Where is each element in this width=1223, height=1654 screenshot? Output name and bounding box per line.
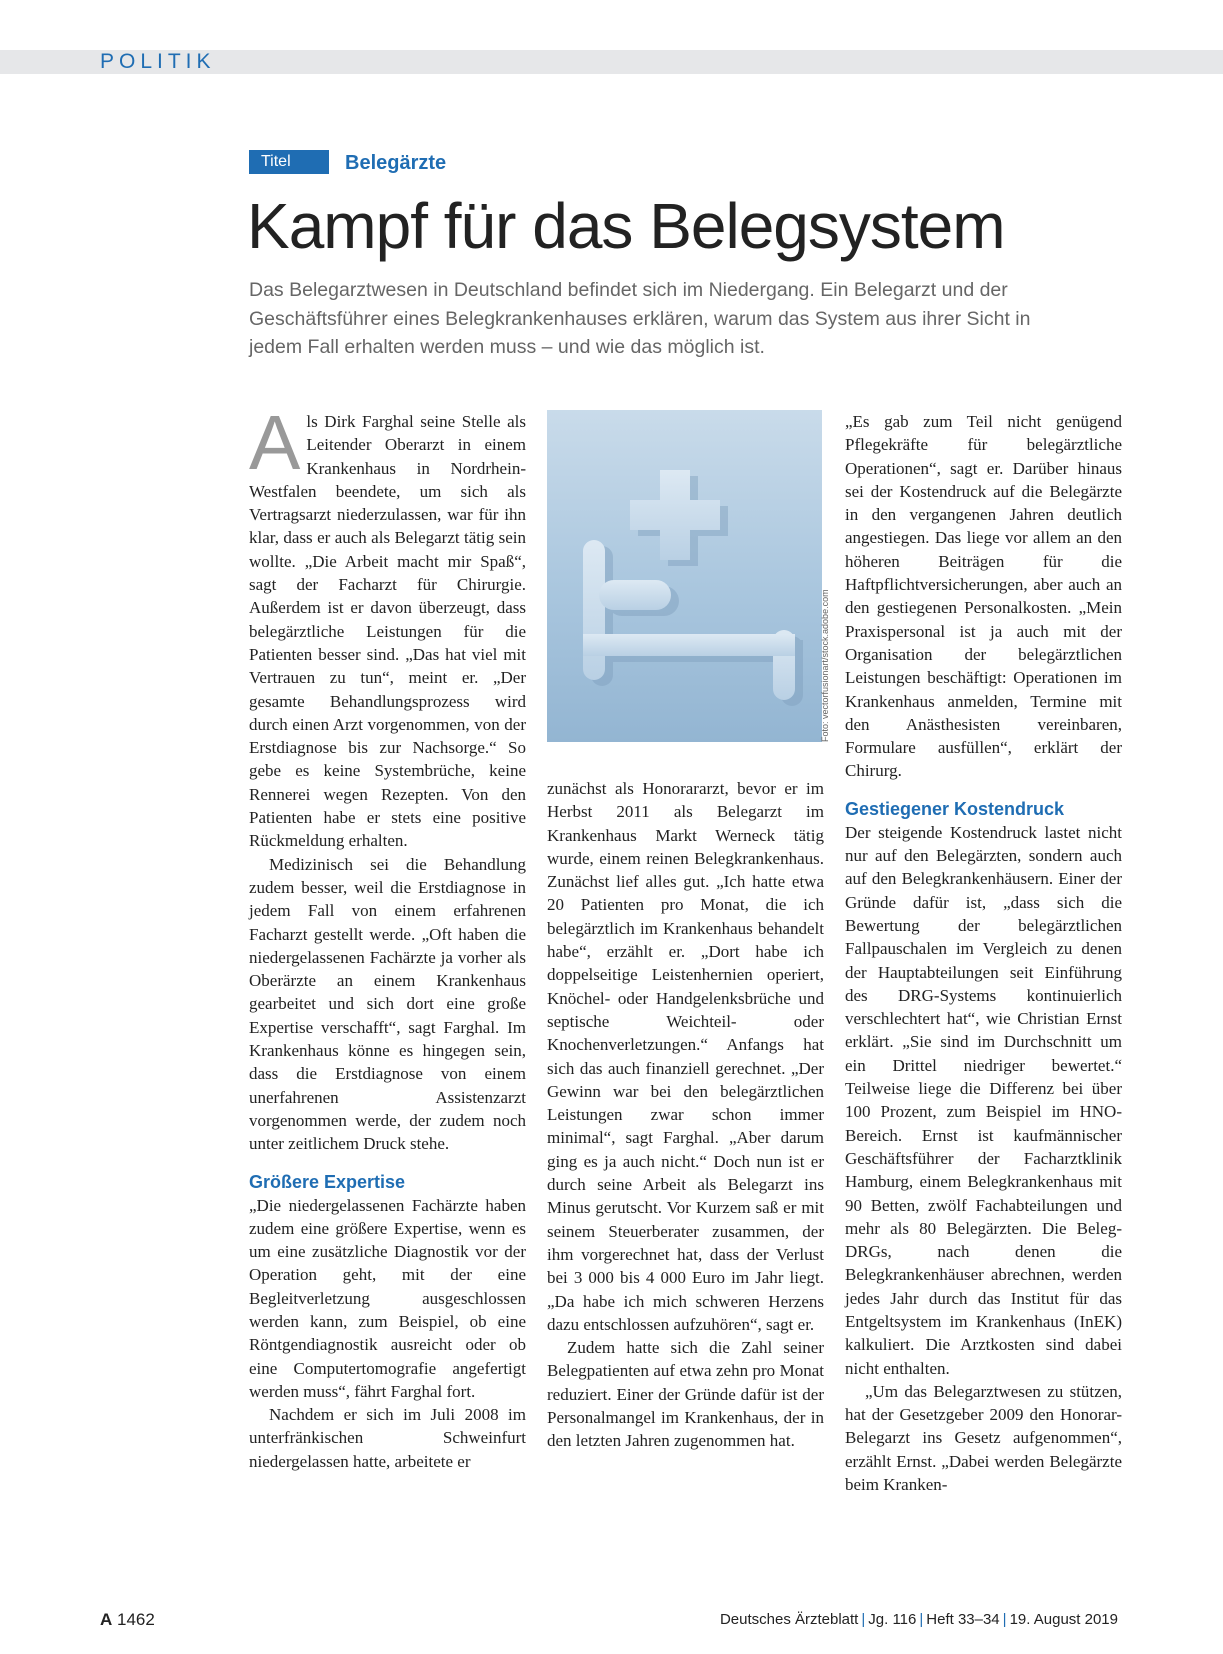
paragraph: Nachdem er sich im Juli 2008 im unterfränkischen Schweinfurt niedergelassen hatte, arbeitete er (249, 1405, 526, 1471)
kicker-topic: Belegärzte (345, 152, 447, 174)
journal-info: Deutsches Ärzteblatt | Jg. 116 | Heft 33–34 | 19. August 2019 (719, 1611, 1118, 1628)
journal-issue: Heft 33–34 (926, 1611, 1000, 1628)
drop-cap: A (249, 400, 301, 486)
paragraph: „Die niedergelassenen Fachärzte haben zudem eine größere Expertise, wenn es um eine zusätzliche Diagnostik vor der Operation geht, mit der eine Begleitverletzung ausgeschlossen werden kann, zum Beispiel, ob eine Röntgendiagnostik ausreicht oder ob eine Computertomografie angefertigt werden muss“, fährt Farghal fort. (249, 1195, 526, 1401)
paragraph: Medizinisch sei die Behandlung zudem besser, weil die Erstdiagnose in jedem Fall von einem erfahrenen Facharzt gestellt werde. „Oft haben die niedergelassenen Fachärzte ja vorher als Oberärzte an einem Krankenhaus gearbeitet und sich dort eine große Expertise verschafft“, sagt Farghal. Im Krankenhaus könne es hingegen sein, dass die Erstdiagnose von einem unerfahrenen Assistenzarzt vorgenommen werde, der zudem noch unter zeitlichem Druck stehe. (249, 854, 526, 1154)
paragraph: Zudem hatte sich die Zahl seiner Belegpatienten auf etwa zehn pro Monat reduziert. Einer der Gründe dafür ist der Personalmangel im Krankenhaus, der in den letzten Jahren zugenommen hat. (547, 1338, 824, 1451)
paragraph: Der steigende Kostendruck lastet nicht nur auf den Belegärzten, sondern auch auf den Belegkrankenhäusern. Einer der Gründe dafür ist, „dass sich die Bewertung der belegärztlichen Fallpauschalen im Vergleich zu denen der Hauptabteilungen seit Einführung des DRG-Systems kontinuierlich verschlechtert hat“, wie Christian Ernst erklärt. „Sie sind im Durchschnitt um ein Drittel niedriger bewertet.“ Teilweise liege die Differenz bei über 100 Prozent, zum Beispiel im HNO-Bereich. Ernst ist kaufmännischer Geschäftsführer der Facharztklinik Hamburg, einem Belegkrankenhaus mit 90 Betten, zwölf Fachabteilungen und mehr als 80 Belegärzten. Die Beleg-DRGs, nach denen die Belegkrankenhäuser abrechnen, werden jedes Jahr durch das Institut für das Entgeltsystem im Krankenhaus (InEK) kalkuliert. Die Arztkosten sind dabei nicht enthalten. (845, 822, 1122, 1378)
headline: Kampf für das Belegsystem (247, 190, 1005, 262)
article-photo (547, 410, 822, 742)
paragraph: „Um das Belegarztwesen zu stützen, hat der Gesetzgeber 2009 den Honorar-Belegarzt ins Gesetz aufgenommen“, erzählt Ernst. „Dabei werden Belegärzte beim Kranken- (845, 1381, 1122, 1495)
photo-credit: Foto: vectorfusionart/stock.adobe.com (820, 589, 830, 742)
page-number-value: 1462 (117, 1610, 155, 1629)
hospital-bed-icon (547, 410, 822, 742)
journal-date: 19. August 2019 (1009, 1611, 1118, 1628)
article-column-2 (547, 777, 824, 1453)
paragraph (249, 400, 526, 853)
journal-volume: Jg. 116 (868, 1611, 917, 1628)
subheading: Gestiegener Kostendruck (845, 798, 1065, 819)
paragraph: zunächst als Honorararzt, bevor er im Herbst 2011 als Belegarzt im Krankenhaus Markt Werneck tätig wurde, einem reinen Belegkrankenhaus. Zunächst lief alles gut. „Ich hatte etwa 20 Patienten pro Monat, die ich belegärztlich im Krankenhaus behandelt habe“, erzählt er. „Dort habe ich doppelseitige Leistenhernien operiert, Knöchel- oder Handgelenksbrüche und septische Weichteil- oder Knochenverletzungen.“ Anfangs hat sich das auch finanziell gerechnet. „Der Gewinn war bei den belegärztlichen Leistungen zwar schon immer minimal“, sagt Farghal. „Aber darum ging es ja auch nicht.“ Doch nun ist er durch seine Arbeit als Belegarzt ins Minus gerutscht. Vor Kurzem saß er mit seinem Steuerberater zusammen, der ihm vorgerechnet hat, dass der Verlust bei 3 000 bis 4 000 Euro im Jahr liegt. „Da habe ich mich schweren Herzens dazu entschlossen aufzuhören“, sagt er. (547, 779, 824, 1334)
kicker-label: Titel (249, 150, 329, 174)
paragraph: „Es gab zum Teil nicht genügend Pflegekräfte für belegärztliche Operationen“, sagt er. Darüber hinaus sei der Kostendruck auf die Belegärzte in den vergangenen Jahren deutlich angestiegen. Das liege vor allem an den höheren Beiträgen für die Haftpflichtversicherungen, aber auch an den gestiegenen Personalkosten. „Mein Praxispersonal ist ja auch mit der Organisation der belegärztlichen Leistungen beschäftigt: Operationen im Krankenhaus anmelden, Termine mit den Anästhesisten vereinbaren, Formulare ausfüllen“, erklärt der Chirurg. (845, 412, 1122, 781)
page-number (100, 1610, 155, 1630)
article-column-3 (845, 410, 1122, 1496)
section-label: POLITIK (100, 50, 216, 73)
lead-paragraph: Das Belegarztwesen in Deutschland befindet sich im Niedergang. Ein Belegarzt und der Geschäftsführer eines Belegkrankenhauses erklären, warum das System aus ihrer Sicht in jedem Fall erhalten werden muss – und wie das möglich ist. (249, 279, 1031, 358)
article-column-1 (249, 400, 526, 1473)
paragraph-text: ls Dirk Farghal seine Stelle als Leitender Oberarzt in einem Krankenhaus in Nordrhein-Westfalen beendete, um sich als Vertragsarzt niederzulassen, war für ihn klar, dass er auch als Belegarzt tätig sein wollte. „Die Arbeit macht mir Spaß“, sagt der Facharzt für Chirurgie. Außerdem ist er davon überzeugt, dass belegärztliche Leistungen für die Patienten besser sind. „Das hat viel mit Vertrauen zu tun“, meint er. „Der gesamte Behandlungsprozess wird durch einen Arzt vorgenommen, von der Erstdiagnose bis zur Nachsorge.“ So gebe es keine Systembrüche, keine Rennerei wegen Rezepten. Von den Patienten habe er stets eine positive Rückmeldung erhalten. (249, 412, 526, 851)
page-prefix: A (100, 1610, 113, 1629)
subheading: Größere Expertise (249, 1171, 406, 1192)
journal-name: Deutsches Ärzteblatt (719, 1611, 859, 1628)
